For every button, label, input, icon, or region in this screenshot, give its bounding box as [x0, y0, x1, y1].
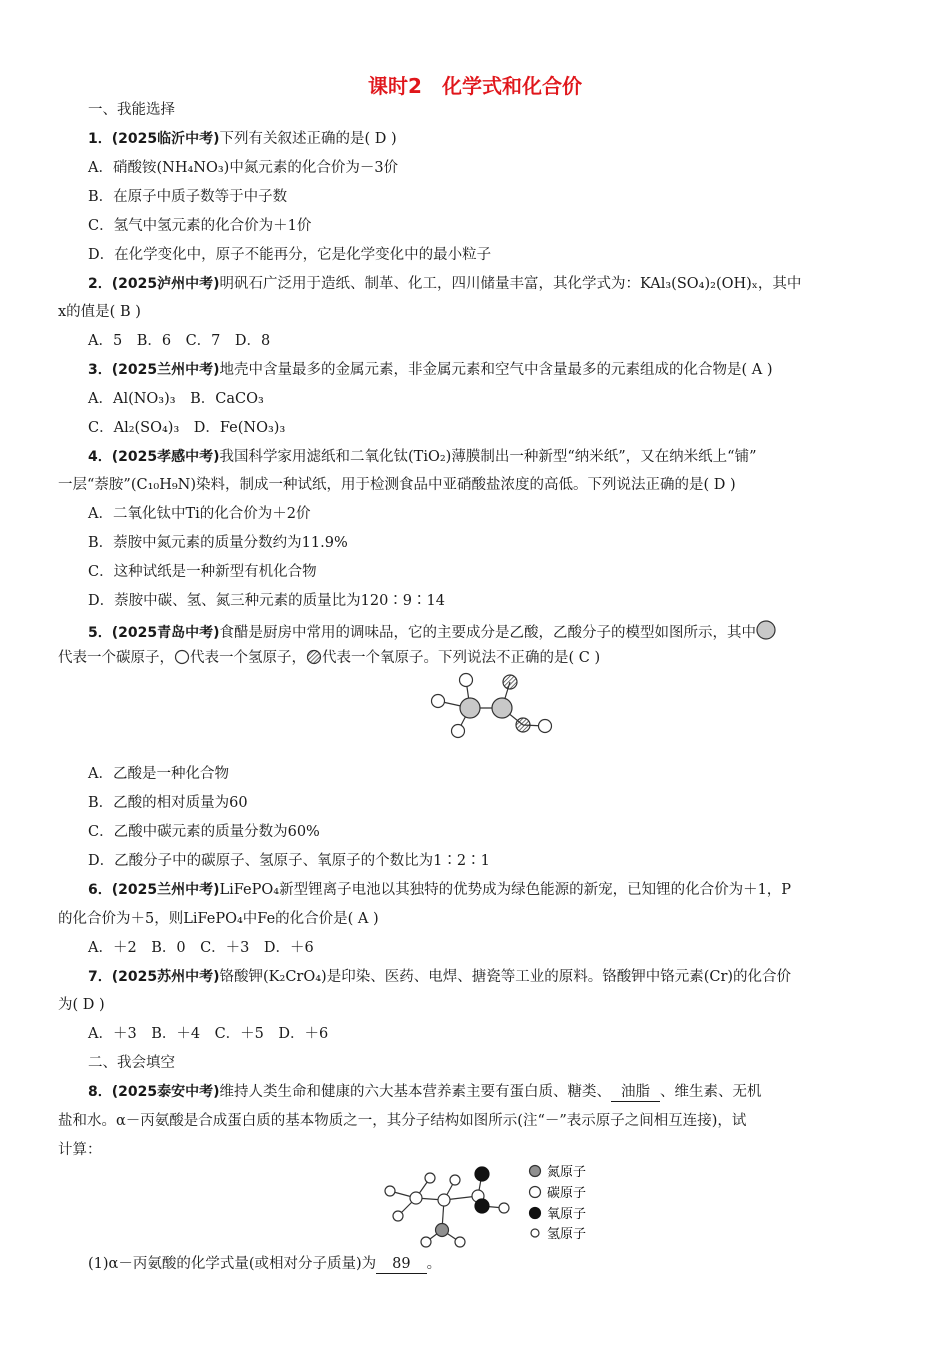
- q8-source: (2025泰安中考): [111, 1084, 220, 1100]
- q1-option-c: C．氢气中氢元素的化合价为＋1价: [88, 218, 312, 234]
- q5-option-a: A．乙酸是一种化合物: [88, 766, 229, 782]
- q5-text-carbon: 代表一个碳原子，: [58, 650, 174, 666]
- alanine-hydrogen-atom-7: [455, 1237, 465, 1247]
- q2-text: 明矾石广泛用于造纸、制革、化工，四川储量丰富，其化学式为：KAl₃(SO₄)₂(OH)ₓ，其中: [219, 276, 802, 292]
- q2-options: A．5 B．6 C．7 D．8: [88, 333, 271, 349]
- q6-text: LiFePO₄新型锂离子电池以其独特的优势成为绿色能源的新宠，已知锂的化合价为＋1，P: [219, 882, 792, 898]
- q1-text: 下列有关叙述正确的是( D ): [219, 131, 397, 147]
- section-heading-fill: 二、我会填空: [88, 1055, 175, 1071]
- q8-subquestion-1: [88, 1254, 928, 1274]
- q1-stem: [88, 129, 928, 149]
- acetic-acid-oxygen-atom-2: [516, 718, 530, 732]
- hydrogen-atom-icon: [174, 649, 190, 665]
- q3-options-ab: A．Al(NO₃)₃ B．CaCO₃: [88, 391, 264, 407]
- q3-stem: [88, 360, 928, 380]
- alanine-hydrogen-atom-6: [421, 1237, 431, 1247]
- q6-stem: [88, 880, 928, 900]
- legend-carbon-label: 碳原子: [547, 1186, 587, 1201]
- q4-stem-cont: 一层“萘胺”(C₁₀H₉N)染料，制成一种试纸，用于检测食品中亚硝酸盐浓度的高低。下列说法正确的是( D ): [58, 477, 736, 493]
- q8-stem: [88, 1082, 928, 1102]
- q8-text-cont: 、维生素、无机: [660, 1084, 762, 1100]
- alanine-hydrogen-atom-5: [499, 1203, 509, 1213]
- q7-stem: [88, 967, 928, 987]
- q8-sub1-text: (1)α－丙氨酸的化学式量(或相对分子质量)为: [88, 1256, 377, 1272]
- q2-source: (2025泸州中考): [111, 276, 220, 292]
- q7-options: A．＋3 B．＋4 C．＋5 D．＋6: [88, 1026, 329, 1042]
- alanine-carbon-atom-1: [410, 1192, 422, 1204]
- q5-stem-cont: [58, 648, 898, 668]
- q1-number: 1．: [88, 131, 112, 147]
- q4-option-b: B．萘胺中氮元素的质量分数约为11.9%: [88, 535, 348, 551]
- alanine-hydrogen-atom-3: [425, 1173, 435, 1183]
- q4-text: 我国科学家用滤纸和二氧化钛(TiO₂)薄膜制出一种新型“纳米纸”，又在纳米纸上“铺”: [219, 449, 757, 465]
- acetic-acid-hydrogen-atom-4: [539, 720, 552, 733]
- q2-stem-cont: x的值是( B ): [58, 304, 141, 320]
- acetic-acid-hydrogen-atom-1: [460, 674, 473, 687]
- alanine-nitrogen-atom: [436, 1224, 449, 1237]
- q7-text: 铬酸钾(K₂CrO₄)是印染、医药、电焊、搪瓷等工业的原料。铬酸钾中铬元素(Cr)的化合价: [219, 969, 792, 985]
- carbon-atom-icon: [756, 620, 776, 640]
- q5-number: 5．: [88, 625, 112, 641]
- alanine-oxygen-atom-1: [475, 1167, 489, 1181]
- q8-answer-blank-1: 油脂: [611, 1083, 660, 1102]
- q6-number: 6．: [88, 882, 112, 898]
- q1-option-d: D．在化学变化中，原子不能再分，它是化学变化中的最小粒子: [88, 247, 492, 263]
- q3-options-cd: C．Al₂(SO₄)₃ D．Fe(NO₃)₃: [88, 420, 286, 436]
- q4-option-c: C．这种试纸是一种新型有机化合物: [88, 564, 317, 580]
- legend-oxygen-icon: [530, 1208, 541, 1219]
- q1-option-b: B．在原子中质子数等于中子数: [88, 189, 288, 205]
- alanine-hydrogen-atom-1: [385, 1186, 395, 1196]
- legend-hydrogen-label: 氢原子: [547, 1227, 587, 1242]
- legend-carbon-icon: [530, 1187, 541, 1198]
- acetic-acid-hydrogen-atom-3: [452, 725, 465, 738]
- legend-oxygen-label: 氧原子: [547, 1207, 587, 1222]
- legend-nitrogen-icon: [530, 1166, 541, 1177]
- oxygen-atom-icon: [306, 649, 322, 665]
- alanine-hydrogen-atom-2: [393, 1211, 403, 1221]
- q5-text: 食醋是厨房中常用的调味品，它的主要成分是乙酸，乙酸分子的模型如图所示，其中: [219, 625, 757, 641]
- acetic-acid-model-diagram: [420, 668, 560, 743]
- q4-source: (2025孝感中考): [111, 449, 220, 465]
- acetic-acid-oxygen-atom-1: [503, 675, 517, 689]
- q6-stem-cont: 的化合价为＋5，则LiFePO₄中Fe的化合价是( A ): [58, 911, 379, 927]
- q3-text: 地壳中含量最多的金属元素，非金属元素和空气中含量最多的元素组成的化合物是( A ): [219, 362, 773, 378]
- q5-text-hydrogen: 代表一个氢原子，: [190, 650, 306, 666]
- acetic-acid-hydrogen-atom-2: [432, 695, 445, 708]
- q4-number: 4．: [88, 449, 112, 465]
- q6-options: A．＋2 B．0 C．＋3 D．＋6: [88, 940, 314, 956]
- q8-sub1-end: 。: [426, 1256, 442, 1272]
- q5-option-c: C．乙酸中碳元素的质量分数为60%: [88, 824, 320, 840]
- q8-stem-line2: 盐和水。α－丙氨酸是合成蛋白质的基本物质之一，其分子结构如图所示(注“－”表示原子之间相互连接)，试: [58, 1113, 747, 1129]
- q7-source: (2025苏州中考): [111, 969, 220, 985]
- q5-stem: [88, 620, 928, 643]
- alanine-carbon-atom-2: [438, 1194, 450, 1206]
- q3-source: (2025兰州中考): [111, 362, 220, 378]
- q5-source: (2025青岛中考): [111, 625, 220, 641]
- q5-text-oxygen: 代表一个氧原子。下列说法不正确的是( C ): [322, 650, 601, 666]
- page-title: 课时2 化学式和化合价: [368, 74, 582, 98]
- q3-number: 3．: [88, 362, 112, 378]
- alanine-structure-diagram: [380, 1158, 620, 1250]
- acetic-acid-carbon-atom-2: [492, 698, 512, 718]
- legend-nitrogen-label: 氮原子: [547, 1165, 587, 1180]
- q5-option-d: D．乙酸分子中的碳原子、氢原子、氧原子的个数比为1∶2∶1: [88, 853, 490, 869]
- q2-stem: [88, 274, 928, 294]
- q7-stem-cont: 为( D ): [58, 997, 105, 1013]
- q4-option-d: D．萘胺中碳、氢、氮三种元素的质量比为120∶9∶14: [88, 593, 445, 609]
- q8-stem-line3: 计算：: [58, 1142, 102, 1158]
- q4-stem: [88, 447, 928, 467]
- q5-option-b: B．乙酸的相对质量为60: [88, 795, 248, 811]
- section-heading-choice: 一、我能选择: [88, 102, 175, 118]
- q2-number: 2．: [88, 276, 112, 292]
- alanine-hydrogen-atom-4: [450, 1175, 460, 1185]
- q8-text: 维持人类生命和健康的六大基本营养素主要有蛋白质、糖类、: [219, 1084, 612, 1100]
- acetic-acid-carbon-atom-1: [460, 698, 480, 718]
- legend-hydrogen-icon: [531, 1229, 539, 1237]
- alanine-oxygen-atom-2: [475, 1199, 489, 1213]
- q4-option-a: A．二氧化钛中Ti的化合价为＋2价: [88, 506, 311, 522]
- q7-number: 7．: [88, 969, 112, 985]
- q8-number: 8．: [88, 1084, 112, 1100]
- q6-source: (2025兰州中考): [111, 882, 220, 898]
- q1-option-a: A．硝酸铵(NH₄NO₃)中氮元素的化合价为－3价: [88, 160, 399, 176]
- q1-source: (2025临沂中考): [111, 131, 220, 147]
- q8-answer-blank-2: 89: [376, 1255, 426, 1274]
